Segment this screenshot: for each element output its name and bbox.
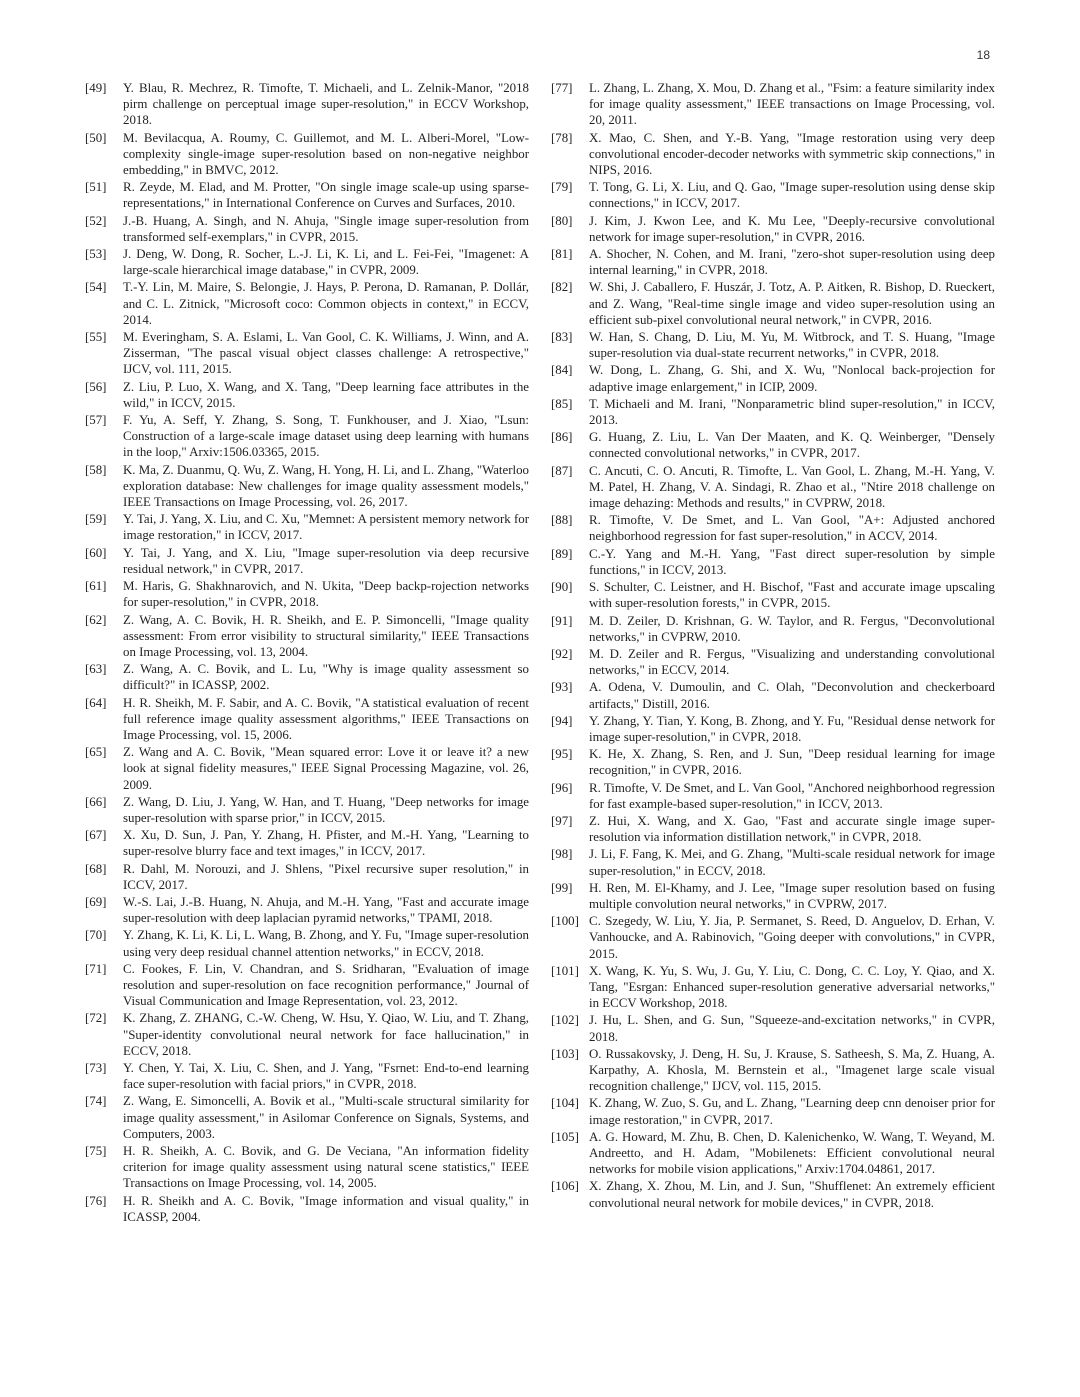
reference-text: W.-S. Lai, J.-B. Huang, N. Ahuja, and M.-H. Yang, "Fast and accurate image super-resolution with deep laplacian pyramid networks," TPAMI, 2018. <box>123 894 529 926</box>
reference-entry <box>551 846 995 878</box>
reference-text: Z. Hui, X. Wang, and X. Gao, "Fast and accurate single image super-resolution via information distillation network," in CVPR, 2018. <box>589 813 995 845</box>
reference-text: L. Zhang, L. Zhang, X. Mou, D. Zhang et al., "Fsim: a feature similarity index for image quality assessment," IEEE transactions on Image Processing, vol. 20, 2011. <box>589 81 995 128</box>
reference-label: [88] <box>551 513 573 528</box>
reference-text: Y. Tai, J. Yang, X. Liu, and C. Xu, "Memnet: A persistent memory network for image restoration," in ICCV, 2017. <box>123 512 529 543</box>
reference-label: [69] <box>85 894 107 909</box>
reference-entry <box>85 661 529 693</box>
reference-text: M. Everingham, S. A. Eslami, L. Van Gool, C. K. Williams, J. Winn, and A. Zisserman, "The pascal visual object classes challenge: A retrospective," IJCV, vol. 111, 2015. <box>123 330 529 377</box>
reference-entry <box>551 1012 995 1044</box>
reference-text: X. Zhang, X. Zhou, M. Lin, and J. Sun, "Shufflenet: An extremely efficient convolutional neural network for mobile devices," in CVPR, 2018. <box>589 1179 995 1210</box>
reference-label: [52] <box>85 213 107 228</box>
reference-text: M. D. Zeiler, D. Krishnan, G. W. Taylor, and R. Fergus, "Deconvolutional networks," in CVPRW, 2010. <box>589 613 995 644</box>
reference-label: [78] <box>551 130 573 145</box>
reference-text: H. Ren, M. El-Khamy, and J. Lee, "Image super resolution based on fusing multiple convolution neural networks," in CVPRW, 2017. <box>589 880 995 911</box>
reference-text: C. Fookes, F. Lin, V. Chandran, and S. Sridharan, "Evaluation of image resolution and super-resolution on face recognition performance," Journal of Visual Communication and Image Representation, vol. 23, 2012. <box>123 961 529 1009</box>
reference-text: X. Wang, K. Yu, S. Wu, J. Gu, Y. Liu, C. Dong, C. C. Loy, Y. Qiao, and X. Tang, "Esrgan: Enhanced super-resolution generative adversarial networks," in ECCV Workshop, 2018. <box>589 963 995 1011</box>
reference-entry <box>85 578 529 610</box>
reference-label: [73] <box>85 1060 107 1075</box>
reference-entry <box>85 894 529 926</box>
reference-entry <box>551 1129 995 1178</box>
reference-entry <box>85 179 529 211</box>
reference-entry <box>551 1178 995 1210</box>
reference-label: [63] <box>85 662 107 677</box>
reference-text: J. Deng, W. Dong, R. Socher, L.-J. Li, K. Li, and L. Fei-Fei, "Imagenet: A large-scale hierarchical image database," in CVPR, 2009. <box>123 247 529 278</box>
reference-label: [90] <box>551 580 573 595</box>
reference-text: W. Han, S. Chang, D. Liu, M. Yu, M. Witbrock, and T. S. Huang, "Image super-resolution via dual-state recurrent networks," in CVPR, 2018. <box>589 330 995 361</box>
reference-entry <box>85 213 529 245</box>
reference-text: Z. Wang, D. Liu, J. Yang, W. Han, and T. Huang, "Deep networks for image super-resolution with sparse prior," in ICCV, 2015. <box>123 794 529 825</box>
reference-label: [70] <box>85 928 107 943</box>
reference-entry <box>551 80 995 129</box>
reference-label: [98] <box>551 847 573 862</box>
reference-label: [64] <box>85 695 107 710</box>
reference-entry <box>85 1010 529 1059</box>
reference-label: [96] <box>551 780 573 795</box>
reference-text: K. Zhang, Z. ZHANG, C.-W. Cheng, W. Hsu, Y. Qiao, W. Liu, and T. Zhang, "Super-identity convolutional neural network for face hallucination," in ECCV, 2018. <box>123 1011 529 1058</box>
reference-text: K. He, X. Zhang, S. Ren, and J. Sun, "Deep residual learning for image recognition," in CVPR, 2016. <box>589 747 995 778</box>
reference-text: F. Yu, A. Seff, Y. Zhang, S. Song, T. Funkhouser, and J. Xiao, "Lsun: Construction of a large-scale image dataset using deep learning with humans in the loop," Arxiv:1506.03365, 2015. <box>123 413 529 460</box>
reference-entry <box>85 744 529 793</box>
reference-label: [56] <box>85 379 107 394</box>
reference-entry <box>551 213 995 245</box>
reference-entry <box>551 463 995 512</box>
reference-text: Y. Blau, R. Mechrez, R. Timofte, T. Michaeli, and L. Zelnik-Manor, "2018 pirm challenge on perceptual image super-resolution," in ECCV Workshop, 2018. <box>123 81 529 128</box>
references-column-right <box>551 80 995 1212</box>
reference-entry <box>85 1060 529 1092</box>
reference-entry <box>85 511 529 543</box>
reference-label: [99] <box>551 880 573 895</box>
reference-entry <box>551 713 995 745</box>
reference-text: X. Xu, D. Sun, J. Pan, Y. Zhang, H. Pfister, and M.-H. Yang, "Learning to super-resolve blurry face and text images," in ICCV, 2017. <box>123 828 529 859</box>
reference-entry <box>85 130 529 179</box>
reference-entry <box>551 1046 995 1095</box>
reference-entry <box>85 329 529 378</box>
reference-label: [66] <box>85 794 107 809</box>
reference-label: [59] <box>85 512 107 527</box>
reference-text: Y. Chen, Y. Tai, X. Liu, C. Shen, and J. Yang, "Fsrnet: End-to-end learning face super-resolution with facial priors," in CVPR, 2018. <box>123 1060 529 1092</box>
reference-entry <box>551 329 995 361</box>
reference-text: J. Kim, J. Kwon Lee, and K. Mu Lee, "Deeply-recursive convolutional network for image super-resolution," in CVPR, 2016. <box>589 213 995 244</box>
reference-entry <box>85 462 529 511</box>
reference-text: R. Timofte, V. De Smet, and L. Van Gool, "Anchored neighborhood regression for fast example-based super-resolution," in ICCV, 2013. <box>589 780 995 811</box>
reference-entry <box>85 246 529 278</box>
reference-entry <box>551 512 995 544</box>
reference-label: [89] <box>551 546 573 561</box>
reference-text: Y. Tai, J. Yang, and X. Liu, "Image super-resolution via deep recursive residual network," in CVPR, 2017. <box>123 545 529 576</box>
reference-label: [75] <box>85 1144 107 1158</box>
reference-entry <box>85 1143 529 1192</box>
page-number: 18 <box>976 48 990 62</box>
reference-label: [50] <box>85 130 107 145</box>
reference-label: [49] <box>85 81 107 95</box>
reference-entry <box>551 246 995 278</box>
reference-label: [55] <box>85 330 107 345</box>
reference-text: A. G. Howard, M. Zhu, B. Chen, D. Kalenichenko, W. Wang, T. Weyand, M. Andreetto, and H. Adam, "Mobilenets: Efficient convolutional neural networks for mobile vision applications," Arxiv:1704.04861, 2017. <box>589 1129 995 1177</box>
reference-text: J. Li, F. Fang, K. Mei, and G. Zhang, "Multi-scale residual network for image super-resolution," in ECCV, 2018. <box>589 847 995 878</box>
reference-text: Y. Zhang, K. Li, K. Li, L. Wang, B. Zhong, and Y. Fu, "Image super-resolution using very deep residual channel attention networks," in ECCV, 2018. <box>123 928 529 959</box>
reference-entry <box>85 861 529 893</box>
reference-label: [84] <box>551 363 573 378</box>
reference-entry <box>551 396 995 428</box>
reference-entry <box>85 1093 529 1142</box>
reference-text: S. Schulter, C. Leistner, and H. Bischof, "Fast and accurate image upscaling with super-resolution forests," in CVPR, 2015. <box>589 580 995 611</box>
reference-text: T. Tong, G. Li, X. Liu, and Q. Gao, "Image super-resolution using dense skip connections," in ICCV, 2017. <box>589 180 995 211</box>
reference-text: J.-B. Huang, A. Singh, and N. Ahuja, "Single image super-resolution from transformed self-exemplars," in CVPR, 2015. <box>123 213 529 244</box>
reference-label: [58] <box>85 462 107 477</box>
reference-label: [94] <box>551 713 573 728</box>
reference-entry <box>551 780 995 812</box>
reference-label: [54] <box>85 280 107 295</box>
reference-entry <box>551 179 995 211</box>
reference-text: R. Dahl, M. Norouzi, and J. Shlens, "Pixel recursive super resolution," in ICCV, 2017. <box>123 861 529 892</box>
reference-text: Z. Liu, P. Luo, X. Wang, and X. Tang, "Deep learning face attributes in the wild," in ICCV, 2015. <box>123 379 529 410</box>
reference-label: [76] <box>85 1193 107 1208</box>
reference-entry <box>85 279 529 328</box>
reference-text: K. Zhang, W. Zuo, S. Gu, and L. Zhang, "Learning deep cnn denoiser prior for image restoration," in CVPR, 2017. <box>589 1096 995 1127</box>
reference-text: A. Shocher, N. Cohen, and M. Irani, "zero-shot super-resolution using deep internal learning," in CVPR, 2018. <box>589 247 995 278</box>
reference-label: [83] <box>551 330 573 345</box>
reference-label: [72] <box>85 1011 107 1026</box>
reference-entry <box>85 379 529 411</box>
reference-label: [101] <box>551 963 579 978</box>
reference-text: C. Ancuti, C. O. Ancuti, R. Timofte, L. Van Gool, L. Zhang, M.-H. Yang, V. M. Patel, H. Zhang, V. A. Sindagi, R. Zhao et al., "Ntire 2018 challenge on image dehazing: Methods and results," in CVPRW, 2018. <box>589 463 995 511</box>
reference-text: H. R. Sheikh, A. C. Bovik, and G. De Veciana, "An information fidelity criterion for image quality assessment using natural scene statistics," IEEE Transactions on Image Processing, vol. 14, 2005. <box>123 1144 529 1191</box>
reference-text: W. Dong, L. Zhang, G. Shi, and X. Wu, "Nonlocal back-projection for adaptive image enlargement," in ICIP, 2009. <box>589 363 995 394</box>
reference-entry <box>551 429 995 461</box>
reference-entry <box>85 961 529 1010</box>
reference-text: H. R. Sheikh, M. F. Sabir, and A. C. Bovik, "A statistical evaluation of recent full reference image quality assessment algorithms," IEEE Transactions on Image Processing, vol. 15, 2006. <box>123 695 529 742</box>
reference-entry <box>551 362 995 394</box>
reference-label: [100] <box>551 914 579 929</box>
reference-text: M. Bevilacqua, A. Roumy, C. Guillemot, and M. L. Alberi-Morel, "Low-complexity single-image super-resolution based on non-negative neighbor embedding," in BMVC, 2012. <box>123 130 529 178</box>
reference-text: Z. Wang and A. C. Bovik, "Mean squared error: Love it or leave it? a new look at signal fidelity measures," IEEE Signal Processing Magazine, vol. 26, 2009. <box>123 745 529 792</box>
reference-entry <box>551 963 995 1012</box>
reference-text: H. R. Sheikh and A. C. Bovik, "Image information and visual quality," in ICASSP, 2004. <box>123 1193 529 1224</box>
reference-label: [91] <box>551 613 573 628</box>
reference-label: [86] <box>551 430 573 445</box>
reference-text: Y. Zhang, Y. Tian, Y. Kong, B. Zhong, and Y. Fu, "Residual dense network for image super-resolution," in CVPR, 2018. <box>589 713 995 744</box>
reference-label: [95] <box>551 747 573 762</box>
references-column-left <box>85 80 529 1226</box>
reference-label: [104] <box>551 1096 579 1111</box>
reference-entry <box>551 613 995 645</box>
reference-entry <box>551 679 995 711</box>
reference-text: O. Russakovsky, J. Deng, H. Su, J. Krause, S. Satheesh, S. Ma, Z. Huang, A. Karpathy, A. Khosla, M. Bernstein et al., "Imagenet large scale visual recognition challenge," IJCV, vol. 115, 2015. <box>589 1046 995 1094</box>
reference-text: J. Hu, L. Shen, and G. Sun, "Squeeze-and-excitation networks," in CVPR, 2018. <box>589 1013 995 1044</box>
reference-entry <box>551 579 995 611</box>
reference-text: Z. Wang, A. C. Bovik, and L. Lu, "Why is image quality assessment so difficult?" in ICASSP, 2002. <box>123 662 529 693</box>
reference-label: [80] <box>551 213 573 228</box>
reference-text: R. Timofte, V. De Smet, and L. Van Gool, "A+: Adjusted anchored neighborhood regression for fast super-resolution," in ACCV, 2014. <box>589 513 995 544</box>
reference-text: M. Haris, G. Shakhnarovich, and N. Ukita, "Deep backp-rojection networks for super-resolution," in CVPR, 2018. <box>123 579 529 610</box>
reference-entry <box>551 130 995 179</box>
reference-label: [71] <box>85 961 107 976</box>
reference-entry <box>85 927 529 959</box>
reference-label: [102] <box>551 1013 579 1028</box>
reference-label: [106] <box>551 1179 579 1194</box>
reference-label: [81] <box>551 247 573 262</box>
reference-text: M. D. Zeiler and R. Fergus, "Visualizing and understanding convolutional networks," in ECCV, 2014. <box>589 646 995 678</box>
reference-label: [60] <box>85 545 107 560</box>
reference-text: X. Mao, C. Shen, and Y.-B. Yang, "Image restoration using very deep convolutional encoder-decoder networks with symmetric skip connections," in NIPS, 2016. <box>589 130 995 178</box>
reference-entry <box>551 746 995 778</box>
reference-text: Z. Wang, E. Simoncelli, A. Bovik et al., "Multi-scale structural similarity for image quality assessment," in Asilomar Conference on Signals, Systems, and Computers, 2003. <box>123 1094 529 1141</box>
reference-label: [85] <box>551 396 573 411</box>
reference-text: T. Michaeli and M. Irani, "Nonparametric blind super-resolution," in ICCV, 2013. <box>589 396 995 428</box>
reference-entry <box>85 695 529 744</box>
reference-label: [103] <box>551 1046 579 1061</box>
reference-text: R. Zeyde, M. Elad, and M. Protter, "On single image scale-up using sparse-representations," in International Conference on Curves and Surfaces, 2010. <box>123 180 529 211</box>
reference-label: [51] <box>85 180 107 195</box>
reference-text: C.-Y. Yang and M.-H. Yang, "Fast direct super-resolution by simple functions," in ICCV, 2013. <box>589 546 995 577</box>
reference-entry <box>551 279 995 328</box>
reference-text: G. Huang, Z. Liu, L. Van Der Maaten, and K. Q. Weinberger, "Densely connected convolutional networks," in CVPR, 2017. <box>589 430 995 461</box>
reference-text: W. Shi, J. Caballero, F. Huszár, J. Totz, A. P. Aitken, R. Bishop, D. Rueckert, and Z. Wang, "Real-time single image and video super-resolution using an efficient sub-pixel convolutional neural network," in CVPR, 2016. <box>589 280 995 327</box>
reference-label: [74] <box>85 1094 107 1109</box>
reference-entry <box>551 646 995 678</box>
reference-entry <box>85 794 529 826</box>
reference-entry <box>551 880 995 912</box>
reference-label: [67] <box>85 828 107 843</box>
reference-label: [92] <box>551 646 573 661</box>
reference-label: [82] <box>551 280 573 295</box>
reference-entry <box>551 913 995 962</box>
reference-entry <box>85 412 529 461</box>
reference-text: A. Odena, V. Dumoulin, and C. Olah, "Deconvolution and checkerboard artifacts," Distill, 2016. <box>589 680 995 711</box>
reference-label: [77] <box>551 81 573 95</box>
reference-entry <box>551 1095 995 1127</box>
reference-label: [62] <box>85 612 107 627</box>
reference-label: [53] <box>85 247 107 262</box>
reference-entry <box>85 545 529 577</box>
reference-text: Z. Wang, A. C. Bovik, H. R. Sheikh, and E. P. Simoncelli, "Image quality assessment: From error visibility to structural similarity," IEEE Transactions on Image Processing, vol. 13, 2004. <box>123 612 529 659</box>
reference-entry <box>85 612 529 661</box>
reference-entry <box>85 827 529 859</box>
reference-label: [61] <box>85 579 107 594</box>
reference-entry <box>551 546 995 578</box>
reference-entry <box>551 813 995 845</box>
reference-label: [97] <box>551 813 573 828</box>
reference-label: [93] <box>551 680 573 695</box>
reference-text: C. Szegedy, W. Liu, Y. Jia, P. Sermanet, S. Reed, D. Anguelov, D. Erhan, V. Vanhoucke, and A. Rabinovich, "Going deeper with convolutions," in CVPR, 2015. <box>589 914 995 961</box>
reference-entry <box>85 1193 529 1225</box>
reference-label: [87] <box>551 463 573 478</box>
reference-label: [65] <box>85 745 107 760</box>
reference-label: [105] <box>551 1129 579 1144</box>
reference-text: T.-Y. Lin, M. Maire, S. Belongie, J. Hays, P. Perona, D. Ramanan, P. Dollár, and C. L. Zitnick, "Microsoft coco: Common objects in context," in ECCV, 2014. <box>123 280 529 327</box>
reference-entry <box>85 80 529 129</box>
reference-text: K. Ma, Z. Duanmu, Q. Wu, Z. Wang, H. Yong, H. Li, and L. Zhang, "Waterloo exploration database: New challenges for image quality assessment models," IEEE Transactions on Image Processing, vol. 26, 2017. <box>123 462 529 510</box>
reference-label: [57] <box>85 413 107 428</box>
reference-label: [68] <box>85 861 107 876</box>
reference-label: [79] <box>551 180 573 195</box>
